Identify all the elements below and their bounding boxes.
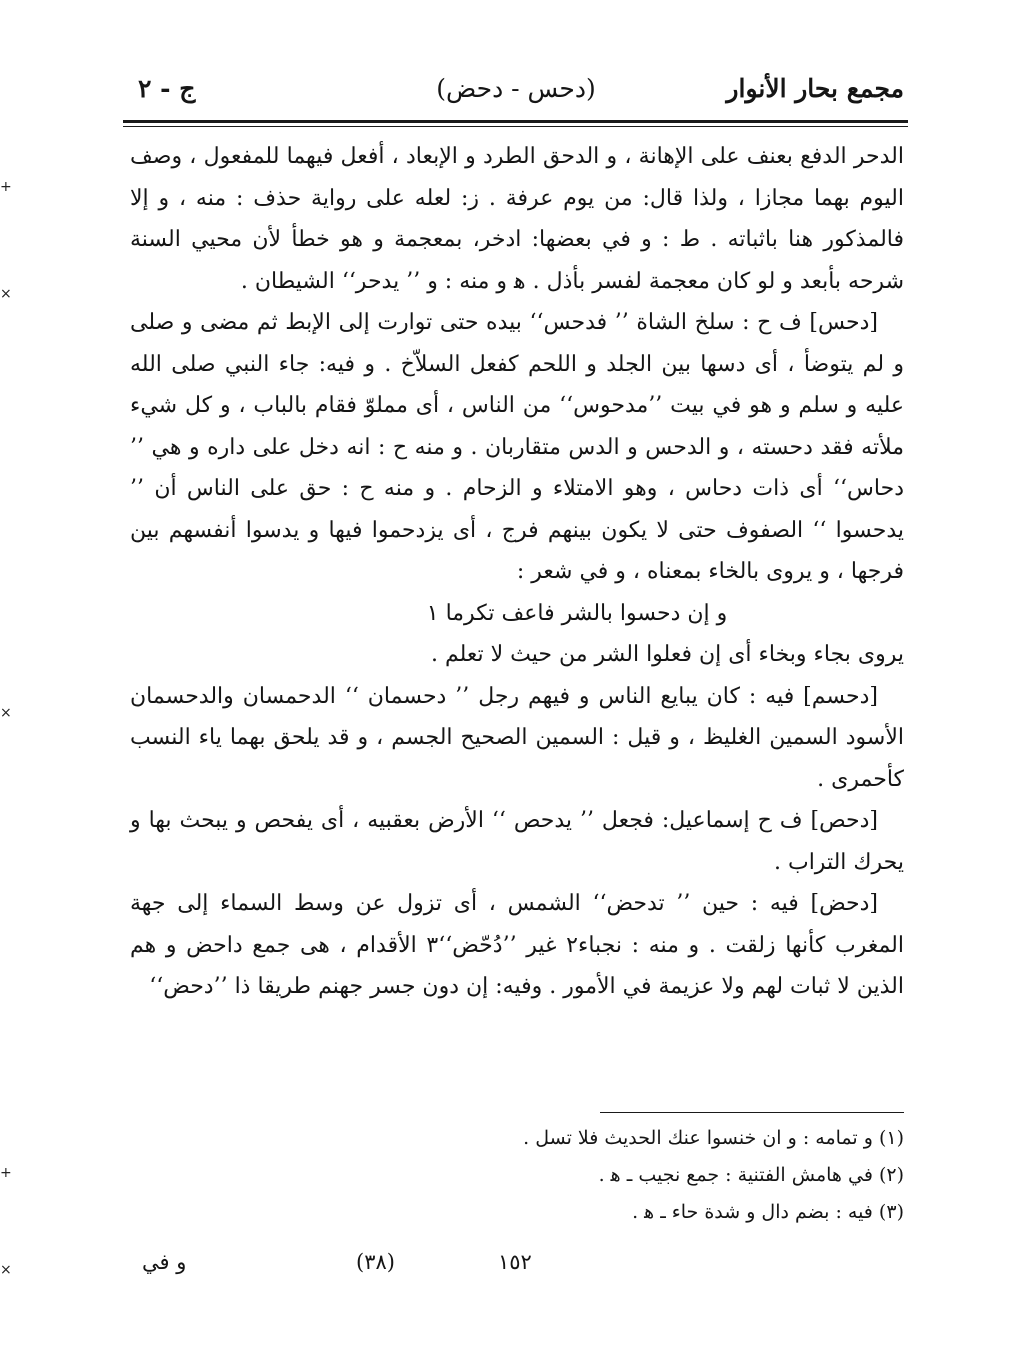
paragraph: الدحر الدفع بعنف على الإهانة ، و الدحق الطرد و الإبعاد ، أفعل فيهما للمفعول ، وصف اليوم بهما مجازا ، ولذا قال: من يوم عرفة . ز: لعله على رواية حذف : منه ، و إلا فالمذكور هنا باثباته . ط : و في بعضها: ادخر، بمعجمة و هو خطأ لأن محيي السنة شرحه بأبعد و لو كان معجمة لفسر بأذل . ﻫ و منه : و ’’ يدحر‘‘ الشيطان .: [130, 144, 904, 294]
margin-mark: ×: [0, 286, 12, 302]
book-title: مجمع بحار الأنوار: [726, 74, 904, 103]
paragraph: [دحسم] فيه : كان يبايع الناس و فيهم رجل ’’ دحسمان ‘‘ الدحمسان والدحسمان الأسود السمين الغليظ ، و قيل : السمين الصحيح الجسم ، و قد يلحق بهما ياء النسب كأحمرى .: [130, 683, 904, 792]
margin-mark: ×: [0, 1262, 12, 1278]
margin-mark: +: [0, 1165, 12, 1181]
footnote-separator: [600, 1112, 904, 1113]
signature-mark: (٣٨): [356, 1250, 395, 1274]
page-footer: [128, 1250, 904, 1290]
entry-range: (دحس - دحض): [436, 74, 596, 103]
paragraph: [دحس] ف ح : سلخ الشاة ’’ فدحس‘‘ بيده حتى توارت إلى الإبط ثم مضى و صلى و لم يتوضأ ، أى دسها بين الجلد و اللحم كفعل السلاّخ . و فيه: جاء النبي صلى الله عليه و سلم و هو في بيت ’’مدحوس‘‘ من الناس ، أى مملوّ فقام بالباب ، و كل شيء ملأته فقد دحسته ، و الدحس و الدس متقاربان . و منه ح : انه دخل على داره و هي ’’ دحاس‘‘ أى ذات دحاس ، وهو الامتلاء و الزحام . و منه ح : حق على الناس أن ’’ يدحسوا ‘‘ الصفوف حتى لا يكون بينهم فرج ، أى يزدحموا فيها و يدسوا أنفسهم بين فرجها ، و يروى بالخاء بمعناه ، و في شعر :: [130, 310, 904, 584]
footnote: (٣) فيه : بضم دال و شدة حاء ـ ﻫ .: [632, 1201, 904, 1223]
main-text: [130, 136, 904, 1008]
running-header: [128, 70, 904, 120]
volume-label: ج - ٢: [138, 74, 196, 103]
margin-mark: ×: [0, 705, 12, 721]
header-rule-thin: [123, 126, 908, 127]
paragraph: يروى بجاء وبخاء أى إن فعلوا الشر من حيث لا تعلم .: [430, 642, 904, 667]
header-rule: [123, 120, 908, 123]
paragraph: [دحص] ف ح إسماعيل: فجعل ’’ يدحص ‘‘ الأرض بعقبيه ، أى يفحص و يبحث بها و يحرك التراب .: [130, 808, 904, 875]
paragraph: [دحض] فيه : حين ’’ تدحض‘‘ الشمس ، أى تزول عن وسط السماء إلى جهة المغرب كأنها زلقت . و منه : نجباء٢ غير ’’دُحّض‘‘٣ الأقدام ، هى جمع داحض و هم الذين لا ثبات لهم ولا عزيمة في الأمور . وفيه: إن دون جسر جهنم طريقا ذا ’’دحض‘‘: [130, 891, 904, 999]
page-number: ١٥٢: [498, 1250, 532, 1274]
footnote: (١) و تمامه : و ان خنسوا عنك الحديث فلا تسل .: [523, 1127, 904, 1149]
footnote: (٢) في هامش الفتنية : جمع نجيب ـ ﻫ .: [598, 1164, 904, 1186]
footnotes: [300, 1120, 904, 1231]
margin-mark: +: [0, 179, 12, 195]
catchword: و في: [142, 1250, 187, 1274]
verse-line: و إن دحسوا بالشر فاعف تكرما ١: [426, 600, 728, 626]
